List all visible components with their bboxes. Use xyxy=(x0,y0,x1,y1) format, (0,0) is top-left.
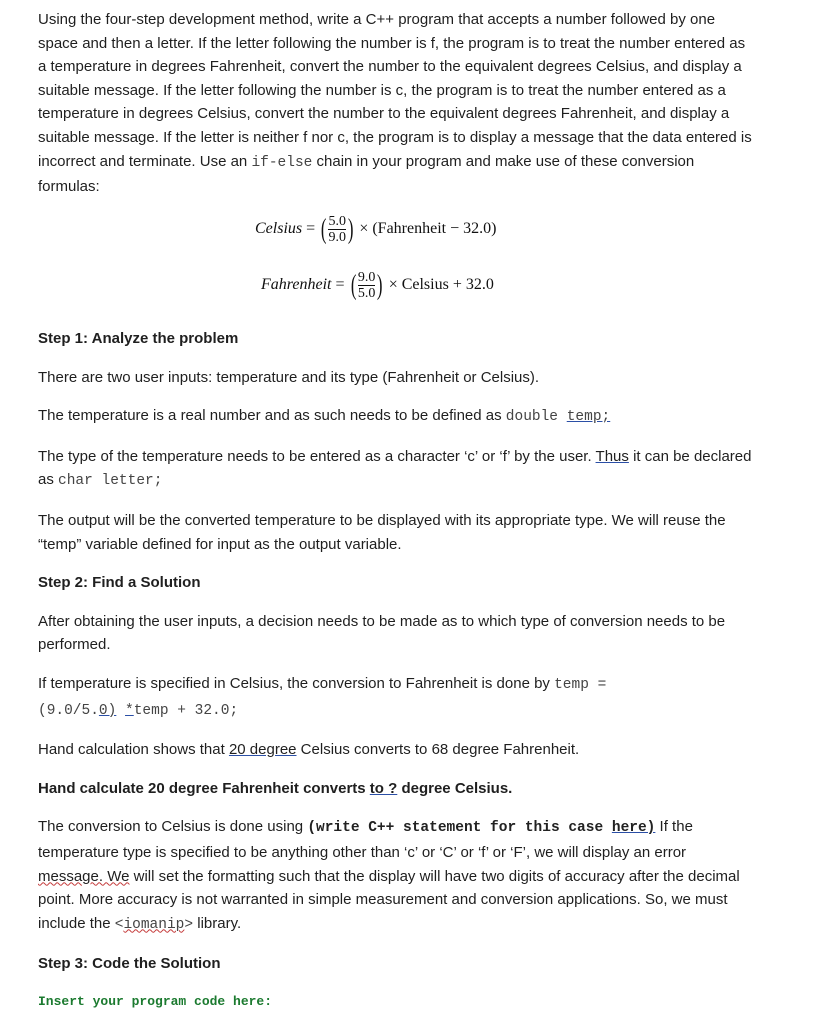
code-iomanip: iomanip xyxy=(123,916,185,933)
code-temp: temp; xyxy=(566,409,611,426)
equals-sign: = xyxy=(306,220,316,238)
step1-p3: The type of the temperature needs to be entered as a character ‘c’ or ‘f’ by the user. Thus it can be declared as char letter; xyxy=(38,447,752,490)
step2-p5: The conversion to Celsius is done using (write C++ statement for this case here) If the temperature type is specified to be anything other than ‘c’ or ‘C’ or ‘f’ or ‘F’, we will display an error message. We will set the formatting such that the display will have two digits of accuracy after the decimal point. More accuracy is not warranted in simple measurement and conversion applications. So, we must include the <iomanip> library. xyxy=(38,818,740,933)
fahrenheit-fraction xyxy=(358,270,376,301)
word-thus: Thus xyxy=(595,447,629,465)
fahrenheit-denominator: 5.0 xyxy=(357,286,376,301)
code-here: here) xyxy=(611,820,656,837)
celsius-formula xyxy=(255,214,496,245)
code-write-statement: (write C++ statement for this case xyxy=(307,820,612,837)
step1-p2: The temperature is a real number and as such needs to be defined as double temp; xyxy=(38,407,611,426)
fahrenheit-rhs: × Celsius + 32.0 xyxy=(388,276,494,294)
celsius-denominator: 9.0 xyxy=(328,230,346,245)
underlined-20-degree: 20 degree xyxy=(228,741,297,759)
code-double: double xyxy=(505,409,567,426)
document-body xyxy=(38,8,754,199)
step2-p4: Hand calculate 20 degree Fahrenheit converts to ? degree Celsius. xyxy=(38,779,513,797)
intro-text-2: chain in your program and make use of these conversion formulas: xyxy=(38,152,695,196)
intro-paragraph xyxy=(38,8,754,199)
underlined-to-question: to ? xyxy=(369,779,398,797)
left-paren: ( xyxy=(321,213,327,245)
intro-code-if-else: if-else xyxy=(251,154,313,171)
code-temp-assign: temp = xyxy=(554,676,607,693)
step1-heading: Step 1: Analyze the problem xyxy=(38,330,239,347)
steps-body xyxy=(38,327,754,1013)
celsius-lhs: Celsius xyxy=(255,220,303,238)
celsius-rhs: × (Fahrenheit − 32.0) xyxy=(359,220,497,238)
step1-p4: The output will be the converted temperature to be displayed with its appropriate type. We will reuse the “temp” variable defined for input as the output variable. xyxy=(38,511,726,553)
step1-p1: There are two user inputs: temperature and its type (Fahrenheit or Celsius). xyxy=(38,368,540,386)
intro-text-1: Using the four-step development method, write a C++ program that accepts a number followed by one space and then a letter. If the letter following the number is f, the program is to treat the number entered as a temperature in degrees Fahrenheit, convert the number to the equivalent degrees Celsius, and display a suitable message. If the letter following the number is c, the program is to treat the number entered as a temperature in degrees Celsius, convert the number to the equivalent degrees Fahrenheit, and display a suitable message. If the letter is neither f nor c, the program is to display a message that the data entered is incorrect and terminate. Use an xyxy=(38,11,752,170)
step2-p3: Hand calculation shows that 20 degree Celsius converts to 68 degree Fahrenheit. xyxy=(38,741,580,759)
step2-p1: After obtaining the user inputs, a decision needs to be made as to which type of conversion needs to be performed. xyxy=(38,612,726,654)
step2-heading: Step 2: Find a Solution xyxy=(38,574,201,592)
insert-code-prompt: Insert your program code here: xyxy=(38,993,273,1009)
fahrenheit-formula xyxy=(261,270,494,301)
equals-sign: = xyxy=(335,276,345,294)
fahrenheit-numerator: 9.0 xyxy=(357,270,376,285)
celsius-fraction xyxy=(328,214,346,245)
code-char-letter: char letter; xyxy=(58,473,163,490)
fahrenheit-lhs: Fahrenheit xyxy=(261,276,332,294)
step2-p2: If temperature is specified in Celsius, the conversion to Fahrenheit is done by temp = (9.0/5.0) *temp + 32.0; xyxy=(38,674,607,719)
celsius-numerator: 5.0 xyxy=(328,214,346,229)
code-conversion: temp + 32.0; xyxy=(133,702,239,719)
misspelled-message-we: message. We xyxy=(38,867,130,885)
right-paren: ) xyxy=(347,213,354,245)
step3-heading: Step 3: Code the Solution xyxy=(38,955,221,973)
left-paren: ( xyxy=(350,269,356,301)
right-paren: ) xyxy=(377,269,383,301)
